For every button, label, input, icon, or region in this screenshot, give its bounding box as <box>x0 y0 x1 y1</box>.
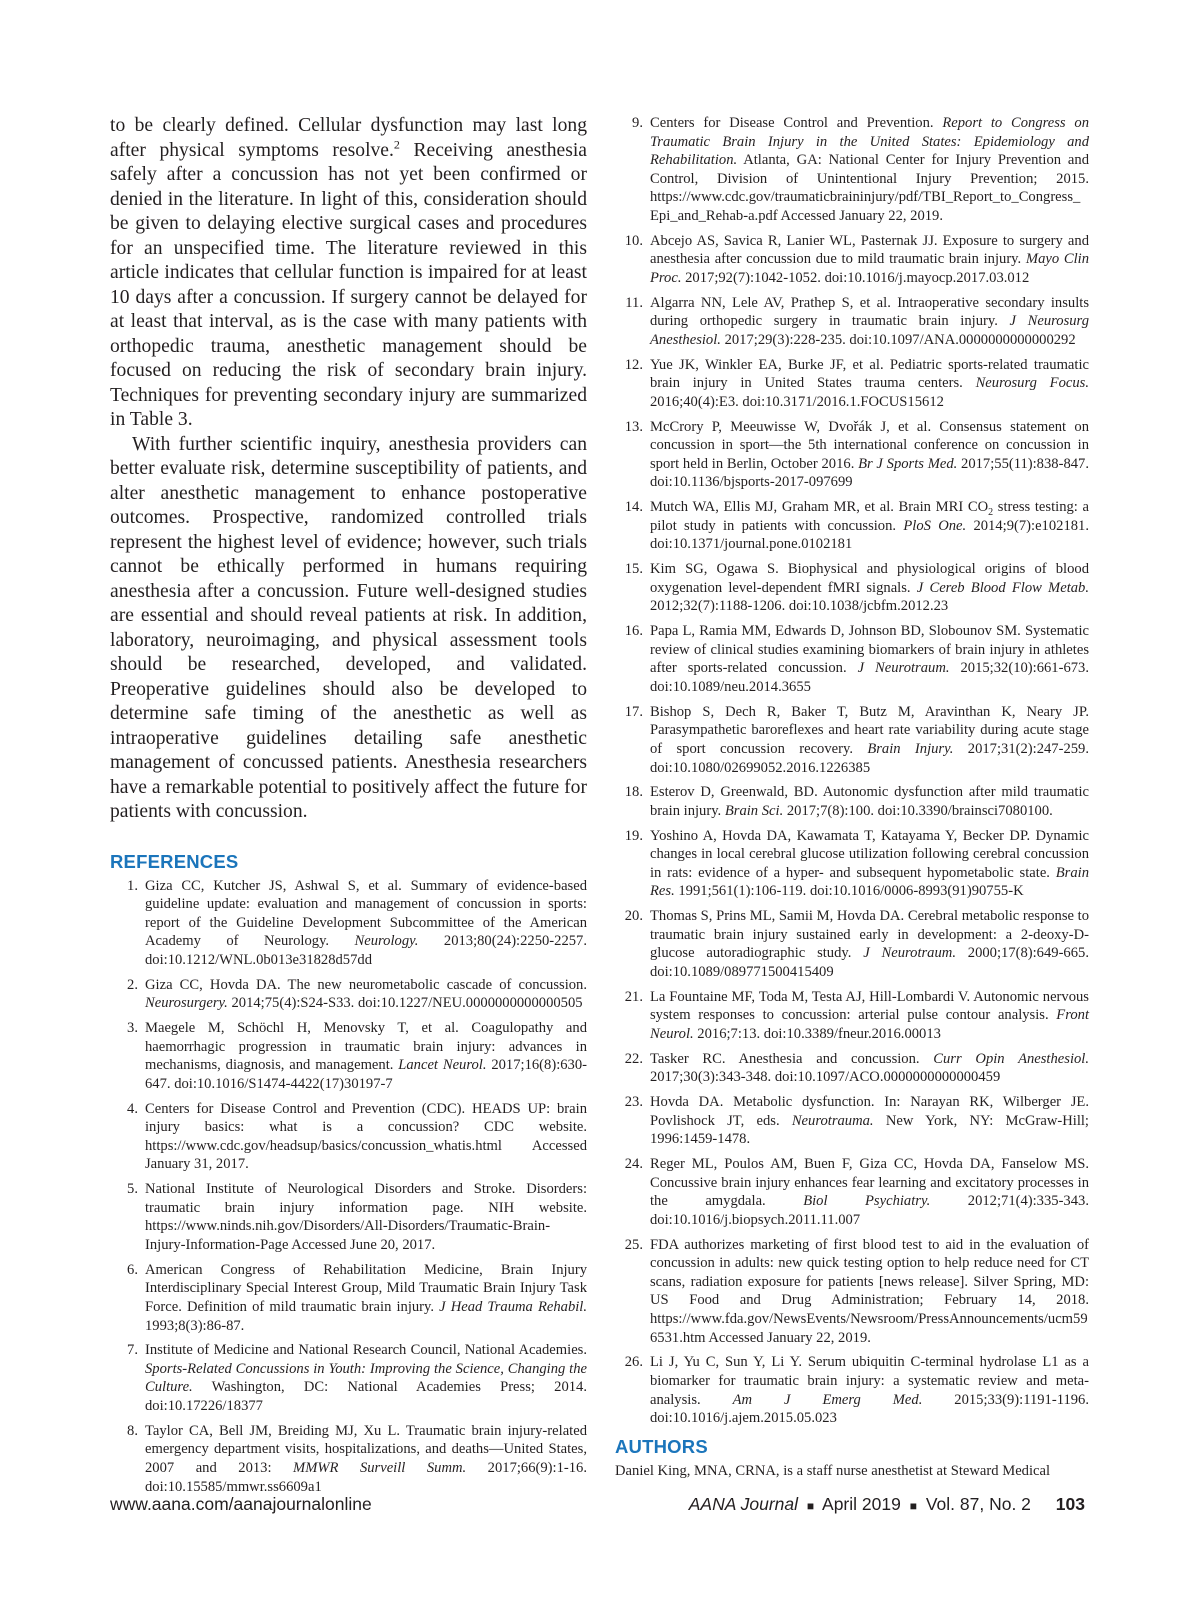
reference-number: 10. <box>624 232 643 249</box>
references-list <box>110 877 587 1497</box>
reference-pre: Algarra NN, Lele AV, Prathep S, et al. Intraoperative secondary insults during orthopedic surgery in traumatic brain injury. <box>650 294 1089 330</box>
reference-text <box>145 1341 587 1415</box>
reference-post: 2017;30(3):343-348. doi:10.1097/ACO.0000000000000459 <box>650 1069 1001 1086</box>
footer-date: April 2019 <box>822 1494 901 1514</box>
authors-text: Daniel King, MNA, CRNA, is a staff nurse anesthetist at Steward Medical <box>615 1462 1051 1479</box>
reference-number: 5. <box>127 1181 138 1198</box>
reference-post: 2017;31(2):247-259. doi:10.1080/02699052.2016.1226385 <box>650 740 1089 776</box>
reference-post: 2017;29(3):228-235. doi:10.1097/ANA.0000000000000292 <box>720 331 1076 348</box>
reference-text <box>650 622 1089 696</box>
reference-pre: Tasker RC. Anesthesia and concussion. <box>650 1050 934 1067</box>
reference-text <box>650 1093 1089 1149</box>
reference-text <box>650 827 1089 901</box>
reference-post: 2015;33(9):1191-1196. doi:10.1016/j.ajem.2015.05.023 <box>650 1391 1089 1427</box>
reference-post: Atlanta, GA: National Center for Injury Prevention and Control, Division of Unintentional Injury Prevention; 2015. https://www.cdc.gov/traumaticbraininjury/pdf/TBI_Report_to_Congress_Epi_and_Rehab-a.pdf Accessed January 22, 2019. <box>650 152 1089 224</box>
reference-item <box>615 988 1089 1044</box>
reference-number: 16. <box>624 623 643 640</box>
reference-ital: Neurosurgery. <box>145 995 228 1012</box>
footer-volume: Vol. 87, No. 2 <box>925 1494 1031 1514</box>
reference-item <box>110 1180 587 1254</box>
reference-post: New York, NY: McGraw-Hill; 1996:1459-1478. <box>650 1112 1089 1148</box>
body-text: Receiving anesthesia safely after a concussion has not yet been confirmed or denied in the literature. In light of this, consideration should be given to delaying elective surgical cases and procedures for an unspecified time. The literature reviewed in this article indicates that cellular function is impaired for at least 10 days after a concussion. If surgery cannot be delayed for at least that interval, as is the case with many patients with orthopedic trauma, anesthetic management should be focused on reducing the risk of secondary brain injury. Techniques for preventing secondary injury are summarized in Table 3. <box>110 139 587 430</box>
reference-text <box>650 1050 1089 1087</box>
reference-text <box>145 1261 587 1335</box>
reference-text <box>145 1100 587 1174</box>
reference-number: 15. <box>624 561 643 578</box>
reference-number: 9. <box>632 115 643 131</box>
reference-number: 25. <box>624 1236 643 1253</box>
reference-number: 11. <box>625 294 643 311</box>
reference-ital: J Cereb Blood Flow Metab. <box>916 579 1089 596</box>
reference-ital: Report to Congress on Traumatic Brain Injury in the United States: Epidemiology and Rehabilitation. <box>650 115 1089 169</box>
reference-item <box>615 1353 1089 1427</box>
reference-number: 2. <box>127 976 138 993</box>
reference-pre: Taylor CA, Bell JM, Breiding MJ, Xu L. Traumatic brain injury-related emergency department visits, hospitalizations, and deaths—United States, 2007 and 2013: <box>145 1422 587 1477</box>
reference-post: 2015;32(10):661-673. doi:10.1089/neu.2014.3655 <box>650 660 1089 695</box>
reference-item <box>615 418 1089 492</box>
reference-pre: Mutch WA, Ellis MJ, Graham MR, et al. Brain MRI CO <box>650 499 989 516</box>
reference-pre: Esterov D, Greenwald, BD. Autonomic dysfunction after mild traumatic brain injury. <box>650 784 1089 819</box>
reference-ital: Brain Sci. <box>724 802 784 819</box>
reference-item <box>615 1093 1089 1149</box>
reference-text <box>650 1353 1089 1427</box>
reference-item <box>615 232 1089 288</box>
reference-item <box>615 294 1089 350</box>
reference-number: 22. <box>624 1050 643 1067</box>
reference-text <box>650 1155 1089 1229</box>
reference-item <box>110 976 587 1013</box>
reference-item <box>615 498 1089 554</box>
reference-number: 7. <box>127 1342 138 1359</box>
reference-pre: Papa L, Ramia MM, Edwards D, Johnson BD, Slobounov SM. Systematic review of clinical studies examining biomarkers of brain injury in athletes after sports-related concussion. <box>650 623 1089 677</box>
reference-ital: Neurotrauma. <box>791 1112 874 1129</box>
reference-ital: Curr Opin Anesthesiol. <box>933 1050 1089 1067</box>
reference-ital: Front Neurol. <box>650 1007 1089 1042</box>
reference-item <box>615 622 1089 696</box>
left-column <box>110 114 587 1502</box>
reference-pre: Kim SG, Ogawa S. Biophysical and physiological origins of blood oxygenation level-dependent fMRI signals. <box>650 561 1089 596</box>
reference-text <box>145 1019 587 1093</box>
references-heading: REFERENCES <box>110 850 239 872</box>
reference-number: 6. <box>127 1261 138 1278</box>
reference-ital: J Neurotraum. <box>857 660 950 677</box>
reference-post: 2012;71(4):335-343. doi:10.1016/j.biopsych.2011.11.007 <box>650 1193 1089 1228</box>
reference-pre2: stress testing: a pilot study in patients with concussion. <box>650 499 1089 534</box>
reference-post: 2016;40(4):E3. doi:10.3171/2016.1.FOCUS15612 <box>650 393 944 410</box>
reference-post: 2017;92(7):1042-1052. doi:10.1016/j.mayocp.2017.03.012 <box>681 269 1030 286</box>
footer-citation <box>689 1494 1085 1515</box>
reference-number: 18. <box>624 784 643 801</box>
reference-item <box>615 703 1089 777</box>
reference-ital: Mayo Clin Proc. <box>650 251 1089 286</box>
reference-ital: PloS One. <box>903 517 967 534</box>
reference-text <box>650 498 1089 554</box>
reference-text <box>145 1422 587 1496</box>
reference-number: 23. <box>624 1094 643 1111</box>
reference-item <box>615 1236 1089 1348</box>
reference-text <box>650 356 1089 412</box>
body-paragraph <box>110 114 587 433</box>
body-text: to be clearly defined. Cellular dysfunction may last long after physical symptoms resolve. <box>110 115 587 161</box>
reference-item <box>110 1019 587 1093</box>
reference-pre: Reger ML, Poulos AM, Buen F, Giza CC, Hovda DA, Fanselow MS. Concussive brain injury enhances fear learning and excitatory processes in the amygdala. <box>650 1156 1089 1210</box>
reference-pre: Thomas S, Prins ML, Samii M, Hovda DA. Cerebral metabolic response to traumatic brain injury sustained early in development: a 2-deoxy-D-glucose autoradiographic study. <box>650 908 1089 962</box>
reference-item <box>615 560 1089 616</box>
reference-item <box>110 1261 587 1335</box>
reference-item <box>615 827 1089 901</box>
reference-post: 2017;16(8):630-647. doi:10.1016/S1474-4422(17)30197-7 <box>145 1057 587 1092</box>
reference-text <box>145 976 587 1013</box>
reference-number: 21. <box>624 988 643 1005</box>
reference-number: 17. <box>624 703 643 720</box>
footer-journal: AANA Journal <box>688 1494 798 1514</box>
reference-post: Washington, DC: National Academies Press; 2014. doi:10.17226/18377 <box>145 1379 587 1415</box>
reference-post: 1991;561(1):106-119. doi:10.1016/0006-8993(91)90755-K <box>674 883 1024 900</box>
reference-text <box>650 114 1089 226</box>
reference-pre: Giza CC, Hovda DA. The new neurometabolic cascade of concussion. <box>145 976 587 993</box>
reference-number: 4. <box>127 1100 138 1117</box>
right-column <box>615 114 1089 1480</box>
reference-pre: Yoshino A, Hovda DA, Kawamata T, Katayama Y, Becker DP. Dynamic changes in local cerebral glucose utilization following cerebral concussion in rats: evidence of a hyper- and subsequent hypometabolic state. <box>650 827 1089 881</box>
reference-pre: Centers for Disease Control and Prevention (CDC). HEADS UP: brain injury basics: what is a concussion? CDC website. https://www.cdc.gov/headsup/basics/concussion_whatis.html Accessed January 31, 2017. <box>145 1100 587 1173</box>
reference-number: 24. <box>624 1156 643 1173</box>
reference-pre: National Institute of Neurological Disorders and Stroke. Disorders: traumatic brain injury information page. NIH website. https://www.ninds.nih.gov/Disorders/All-Disorders/Traumatic-Brain-Injury-Information-Page Accessed June 20, 2017. <box>145 1181 587 1253</box>
reference-text <box>145 1180 587 1254</box>
reference-post: 2012;32(7):1188-1206. doi:10.1038/jcbfm.2012.23 <box>650 598 949 615</box>
reference-item <box>615 114 1089 226</box>
reference-pre: American Congress of Rehabilitation Medicine, Brain Injury Interdisciplinary Special Interest Group, Mild Traumatic Brain Injury Task Force. Definition of mild traumatic brain injury. <box>145 1261 587 1315</box>
reference-text <box>650 703 1089 777</box>
reference-ital: Lancet Neurol. <box>398 1057 487 1074</box>
reference-pre: Giza CC, Kutcher JS, Ashwal S, et al. Summary of evidence-based guideline update: evaluation and management of concussion in sports: report of the Guideline Development Subcommittee of the American Academy of Neurology. <box>145 877 587 950</box>
reference-ital: Am J Emerg Med. <box>732 1391 923 1408</box>
authors-heading: AUTHORS <box>615 1435 708 1457</box>
reference-ital: Neurosurg Focus. <box>975 375 1089 392</box>
reference-ital: Sports-Related Concussions in Youth: Improving the Science, Changing the Culture. <box>145 1360 587 1396</box>
reference-text <box>650 783 1089 820</box>
reference-post: 2000;17(8):649-665. doi:10.1089/089771500415409 <box>650 945 1089 980</box>
reference-number: 1. <box>127 877 138 894</box>
footer-bullet: ■ <box>806 1499 815 1513</box>
reference-post: 2014;75(4):S24-S33. doi:10.1227/NEU.0000000000000505 <box>227 995 583 1012</box>
reference-item <box>615 1155 1089 1229</box>
reference-pre: Centers for Disease Control and Prevention. <box>650 115 943 131</box>
reference-number: 13. <box>624 418 643 435</box>
page-number: 103 <box>1055 1494 1085 1514</box>
reference-number: 20. <box>624 908 643 925</box>
reference-item <box>110 1422 587 1496</box>
reference-text <box>650 560 1089 616</box>
reference-text <box>650 988 1089 1044</box>
reference-post: 2017;7(8):100. doi:10.3390/brainsci7080100. <box>783 802 1053 819</box>
reference-pre: Abcejo AS, Savica R, Lanier WL, Pasternak JJ. Exposure to surgery and anesthesia after concussion due to mild traumatic brain injury. <box>650 232 1089 268</box>
reference-pre: McCrory P, Meeuwisse W, Dvořák J, et al. Consensus statement on concussion in sport—the 5th international conference on concussion in sport held in Berlin, October 2016. <box>650 418 1089 472</box>
reference-number: 19. <box>624 827 643 844</box>
reference-item <box>110 1341 587 1415</box>
reference-number: 26. <box>624 1354 643 1371</box>
reference-number: 3. <box>127 1020 138 1037</box>
reference-pre: Hovda DA. Metabolic dysfunction. In: Narayan RK, Wilberger JE. Povlishock JT, eds. <box>650 1094 1089 1129</box>
reference-post: 2017;66(9):1-16. doi:10.15585/mmwr.ss6609a1 <box>145 1460 587 1495</box>
reference-pre: La Fountaine MF, Toda M, Testa AJ, Hill-Lombardi V. Autonomic nervous system responses to concussion: arterial pulse contour analysis. <box>650 988 1089 1024</box>
reference-sub: 2 <box>988 507 994 519</box>
reference-number: 14. <box>624 499 643 516</box>
citation-superscript: 2 <box>393 136 400 151</box>
reference-text <box>650 232 1089 288</box>
reference-ital: MMWR Surveill Summ. <box>293 1460 467 1477</box>
reference-ital: J Neurotraum. <box>863 945 956 962</box>
footer-url[interactable]: www.aana.com/aanajournalonline <box>110 1494 372 1514</box>
reference-ital: Brain Injury. <box>867 740 954 757</box>
reference-text <box>650 1236 1089 1348</box>
reference-ital: J Head Trauma Rehabil. <box>439 1298 587 1315</box>
reference-item <box>615 356 1089 412</box>
reference-ital: Br J Sports Med. <box>858 455 958 472</box>
reference-post: 2017;55(11):838-847. doi:10.1136/bjsports-2017-097699 <box>650 455 1089 491</box>
reference-text <box>650 907 1089 981</box>
reference-ital: Biol Psychiatry. <box>803 1193 931 1210</box>
reference-text <box>650 418 1089 492</box>
reference-ital: J Neurosurg Anesthesiol. <box>650 313 1089 348</box>
footer-bullet: ■ <box>909 1499 917 1513</box>
reference-pre: Li J, Yu C, Sun Y, Li Y. Serum ubiquitin C-terminal hydrolase L1 as a biomarker for traumatic brain injury: a systematic review and meta-analysis. <box>650 1354 1089 1408</box>
reference-ital: Brain Res. <box>650 864 1089 900</box>
reference-post: 2014;9(7):e102181. doi:10.1371/journal.pone.0102181 <box>650 517 1089 553</box>
reference-number: 12. <box>624 356 643 373</box>
reference-post: 1993;8(3):86-87. <box>145 1317 245 1334</box>
reference-item <box>110 1100 587 1174</box>
reference-text <box>145 877 587 970</box>
reference-item <box>615 907 1089 981</box>
reference-item <box>110 877 587 970</box>
reference-pre: Bishop S, Dech R, Baker T, Butz M, Aravinthan K, Neary JP. Parasympathetic baroreflexes and heart rate variability during acute stage of sport concussion recovery. <box>650 703 1089 757</box>
reference-post: 2013;80(24):2250-2257. doi:10.1212/WNL.0b013e31828d57dd <box>145 933 587 968</box>
reference-number: 8. <box>127 1422 138 1439</box>
reference-item <box>615 783 1089 820</box>
reference-text <box>650 294 1089 350</box>
reference-pre: FDA authorizes marketing of first blood test to aid in the evaluation of concussion in adults: new quick testing option to help reduce need for CT scans, radiation exposure for patients [news release]. Silver Spring, MD: US Food and Drug Administration; February 14, 2018. https://www.fda.gov/NewsEvents/Newsroom/PressAnnouncements/ucm596531.htm Accessed January 22, 2019. <box>650 1236 1089 1346</box>
reference-pre: Maegele M, Schöchl H, Menovsky T, et al. Coagulopathy and haemorrhagic progression in traumatic brain injury: advances in mechanisms, diagnosis, and management. <box>145 1020 587 1074</box>
references-list-continued <box>615 114 1089 1428</box>
body-paragraph: With further scientific inquiry, anesthesia providers can better evaluate risk, determine susceptibility of patients, and alter anesthetic management to enhance postoperative outcomes. Prospective, randomized controlled trials represent the highest level of evidence; however, such trials cannot be ethically performed in humans requiring anesthesia after a concussion. Future well-designed studies are essential and should reveal patients at risk. In addition, laboratory, neuroimaging, and physical assessment tools should be researched, developed, and validated. Preoperative guidelines should also be developed to determine safe timing of the anesthetic as well as intraoperative guidelines detailing safe anesthetic management of concussed patients. Anesthesia researchers have a remarkable potential to positively affect the future for patients with concussion. <box>110 433 587 822</box>
reference-post: 2016;7:13. doi:10.3389/fneur.2016.00013 <box>693 1025 941 1042</box>
reference-pre: Yue JK, Winkler EA, Burke JF, et al. Pediatric sports-related traumatic brain injury in United States trauma centers. <box>650 356 1089 392</box>
reference-pre: Institute of Medicine and National Research Council, National Academies. <box>145 1342 587 1359</box>
reference-item <box>615 1050 1089 1087</box>
reference-ital: Neurology. <box>354 933 419 950</box>
